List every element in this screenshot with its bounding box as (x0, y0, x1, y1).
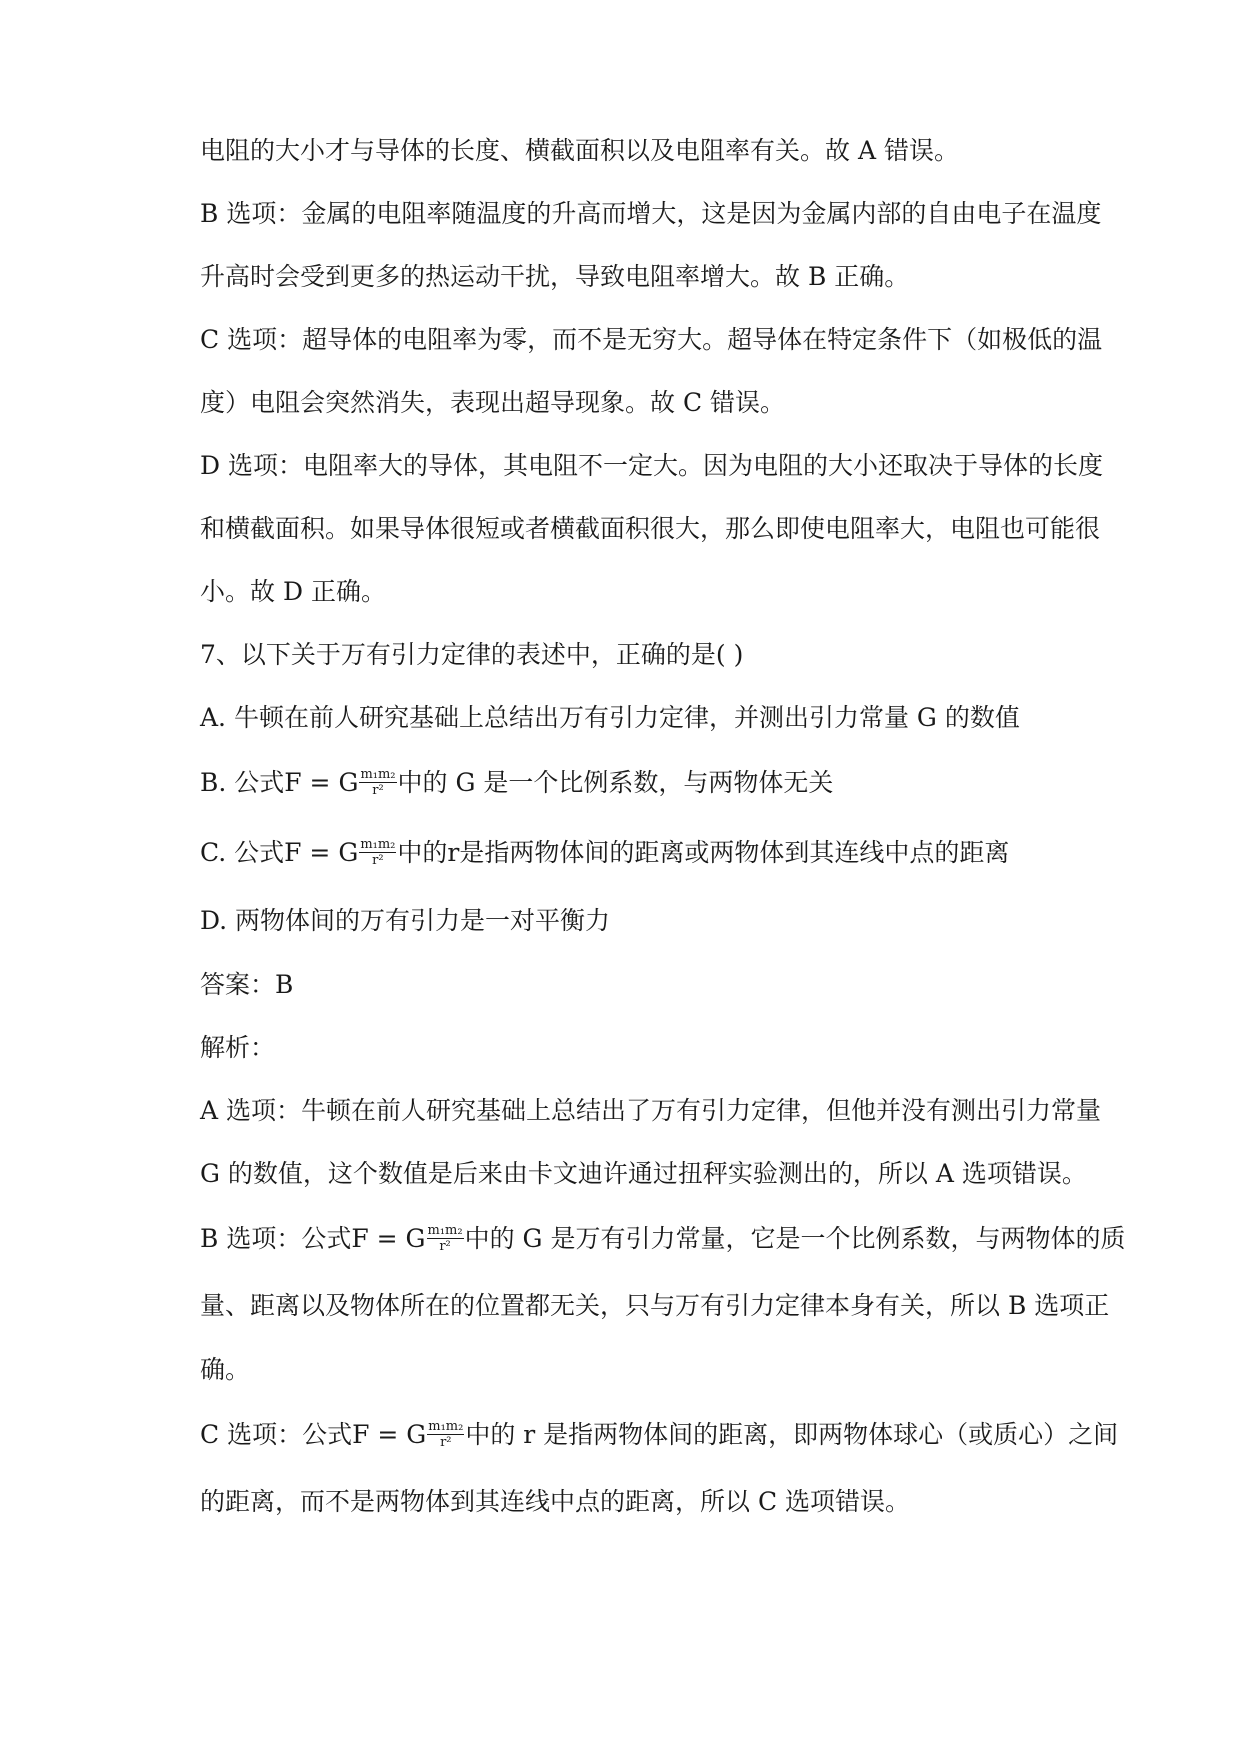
option-a: A. 牛顿在前人研究基础上总结出万有引力定律，并测出引力常量 G 的数值 (200, 703, 1020, 732)
formula-fraction (427, 1223, 464, 1254)
formula-fraction (359, 837, 396, 868)
analysis-c-text: 中的 r 是指两物体间的距离，即两物体球心（或质心）之间 (465, 1420, 1119, 1449)
formula-fraction (359, 767, 396, 798)
text-line: C 选项：超导体的电阻率为零，而不是无穷大。超导体在特定条件下（如极低的温 (200, 325, 1103, 354)
formula-lhs: F = G (284, 768, 359, 797)
text-line: 升高时会受到更多的热运动干扰，导致电阻率增大。故 B 正确。 (200, 262, 910, 291)
formula-numerator: m₁m₂ (427, 1223, 463, 1238)
analysis-c-line (200, 1418, 1119, 1452)
text-line: 的距离，而不是两物体到其连线中点的距离，所以 C 选项错误。 (200, 1487, 911, 1516)
analysis-c-prefix: C 选项：公式 (200, 1420, 353, 1449)
text-line: G 的数值，这个数值是后来由卡文迪许通过扭秤实验测出的，所以 A 选项错误。 (200, 1159, 1087, 1188)
text-line: D 选项：电阻率大的导体，其电阻不一定大。因为电阻的大小还取决于导体的长度 (200, 451, 1103, 480)
option-c-prefix: C. 公式 (200, 838, 285, 867)
analysis-heading: 解析： (200, 1033, 276, 1062)
formula-denominator: r² (372, 853, 384, 868)
option-c (200, 836, 1100, 870)
formula-denominator: r² (439, 1239, 451, 1254)
formula-lhs: F = G (351, 1224, 426, 1253)
text-line: 度）电阻会突然消失，表现出超导现象。故 C 错误。 (200, 388, 786, 417)
text-line: 电阻的大小才与导体的长度、横截面积以及电阻率有关。故 A 错误。 (200, 136, 959, 165)
analysis-b-prefix: B 选项：公式 (200, 1224, 352, 1253)
option-b (200, 766, 1100, 800)
option-b-prefix: B. 公式 (200, 768, 285, 797)
text-line: B 选项：金属的电阻率随温度的升高而增大，这是因为金属内部的自由电子在温度 (200, 199, 1102, 228)
text-line: 量、距离以及物体所在的位置都无关，只与万有引力定律本身有关，所以 B 选项正 (200, 1291, 1110, 1320)
formula-denominator: r² (440, 1435, 452, 1450)
option-d: D. 两物体间的万有引力是一对平衡力 (200, 906, 611, 935)
formula-fraction (427, 1419, 464, 1450)
formula-lhs: F = G (352, 1420, 427, 1449)
formula-numerator: m₁m₂ (360, 837, 396, 852)
analysis-b-line (200, 1222, 1126, 1256)
option-c-text: 中的r是指两物体间的距离或两物体到其连线中点的距离 (397, 838, 1010, 867)
question-title: 7、以下关于万有引力定律的表述中，正确的是( ) (200, 640, 744, 669)
analysis-b-text: 中的 G 是万有引力常量，它是一个比例系数，与两物体的质 (464, 1224, 1126, 1253)
text-line: A 选项：牛顿在前人研究基础上总结出了万有引力定律，但他并没有测出引力常量 (200, 1096, 1102, 1125)
text-line: 小。故 D 正确。 (200, 577, 386, 606)
answer: 答案：B (200, 970, 294, 999)
formula-numerator: m₁m₂ (428, 1419, 464, 1434)
text-line: 和横截面积。如果导体很短或者横截面积很大，那么即使电阻率大，电阻也可能很 (200, 514, 1101, 543)
text-line: 确。 (200, 1355, 251, 1384)
option-b-text: 中的 G 是一个比例系数，与两物体无关 (397, 768, 834, 797)
formula-lhs: F = G (284, 838, 359, 867)
formula-numerator: m₁m₂ (360, 767, 396, 782)
formula-denominator: r² (372, 783, 384, 798)
